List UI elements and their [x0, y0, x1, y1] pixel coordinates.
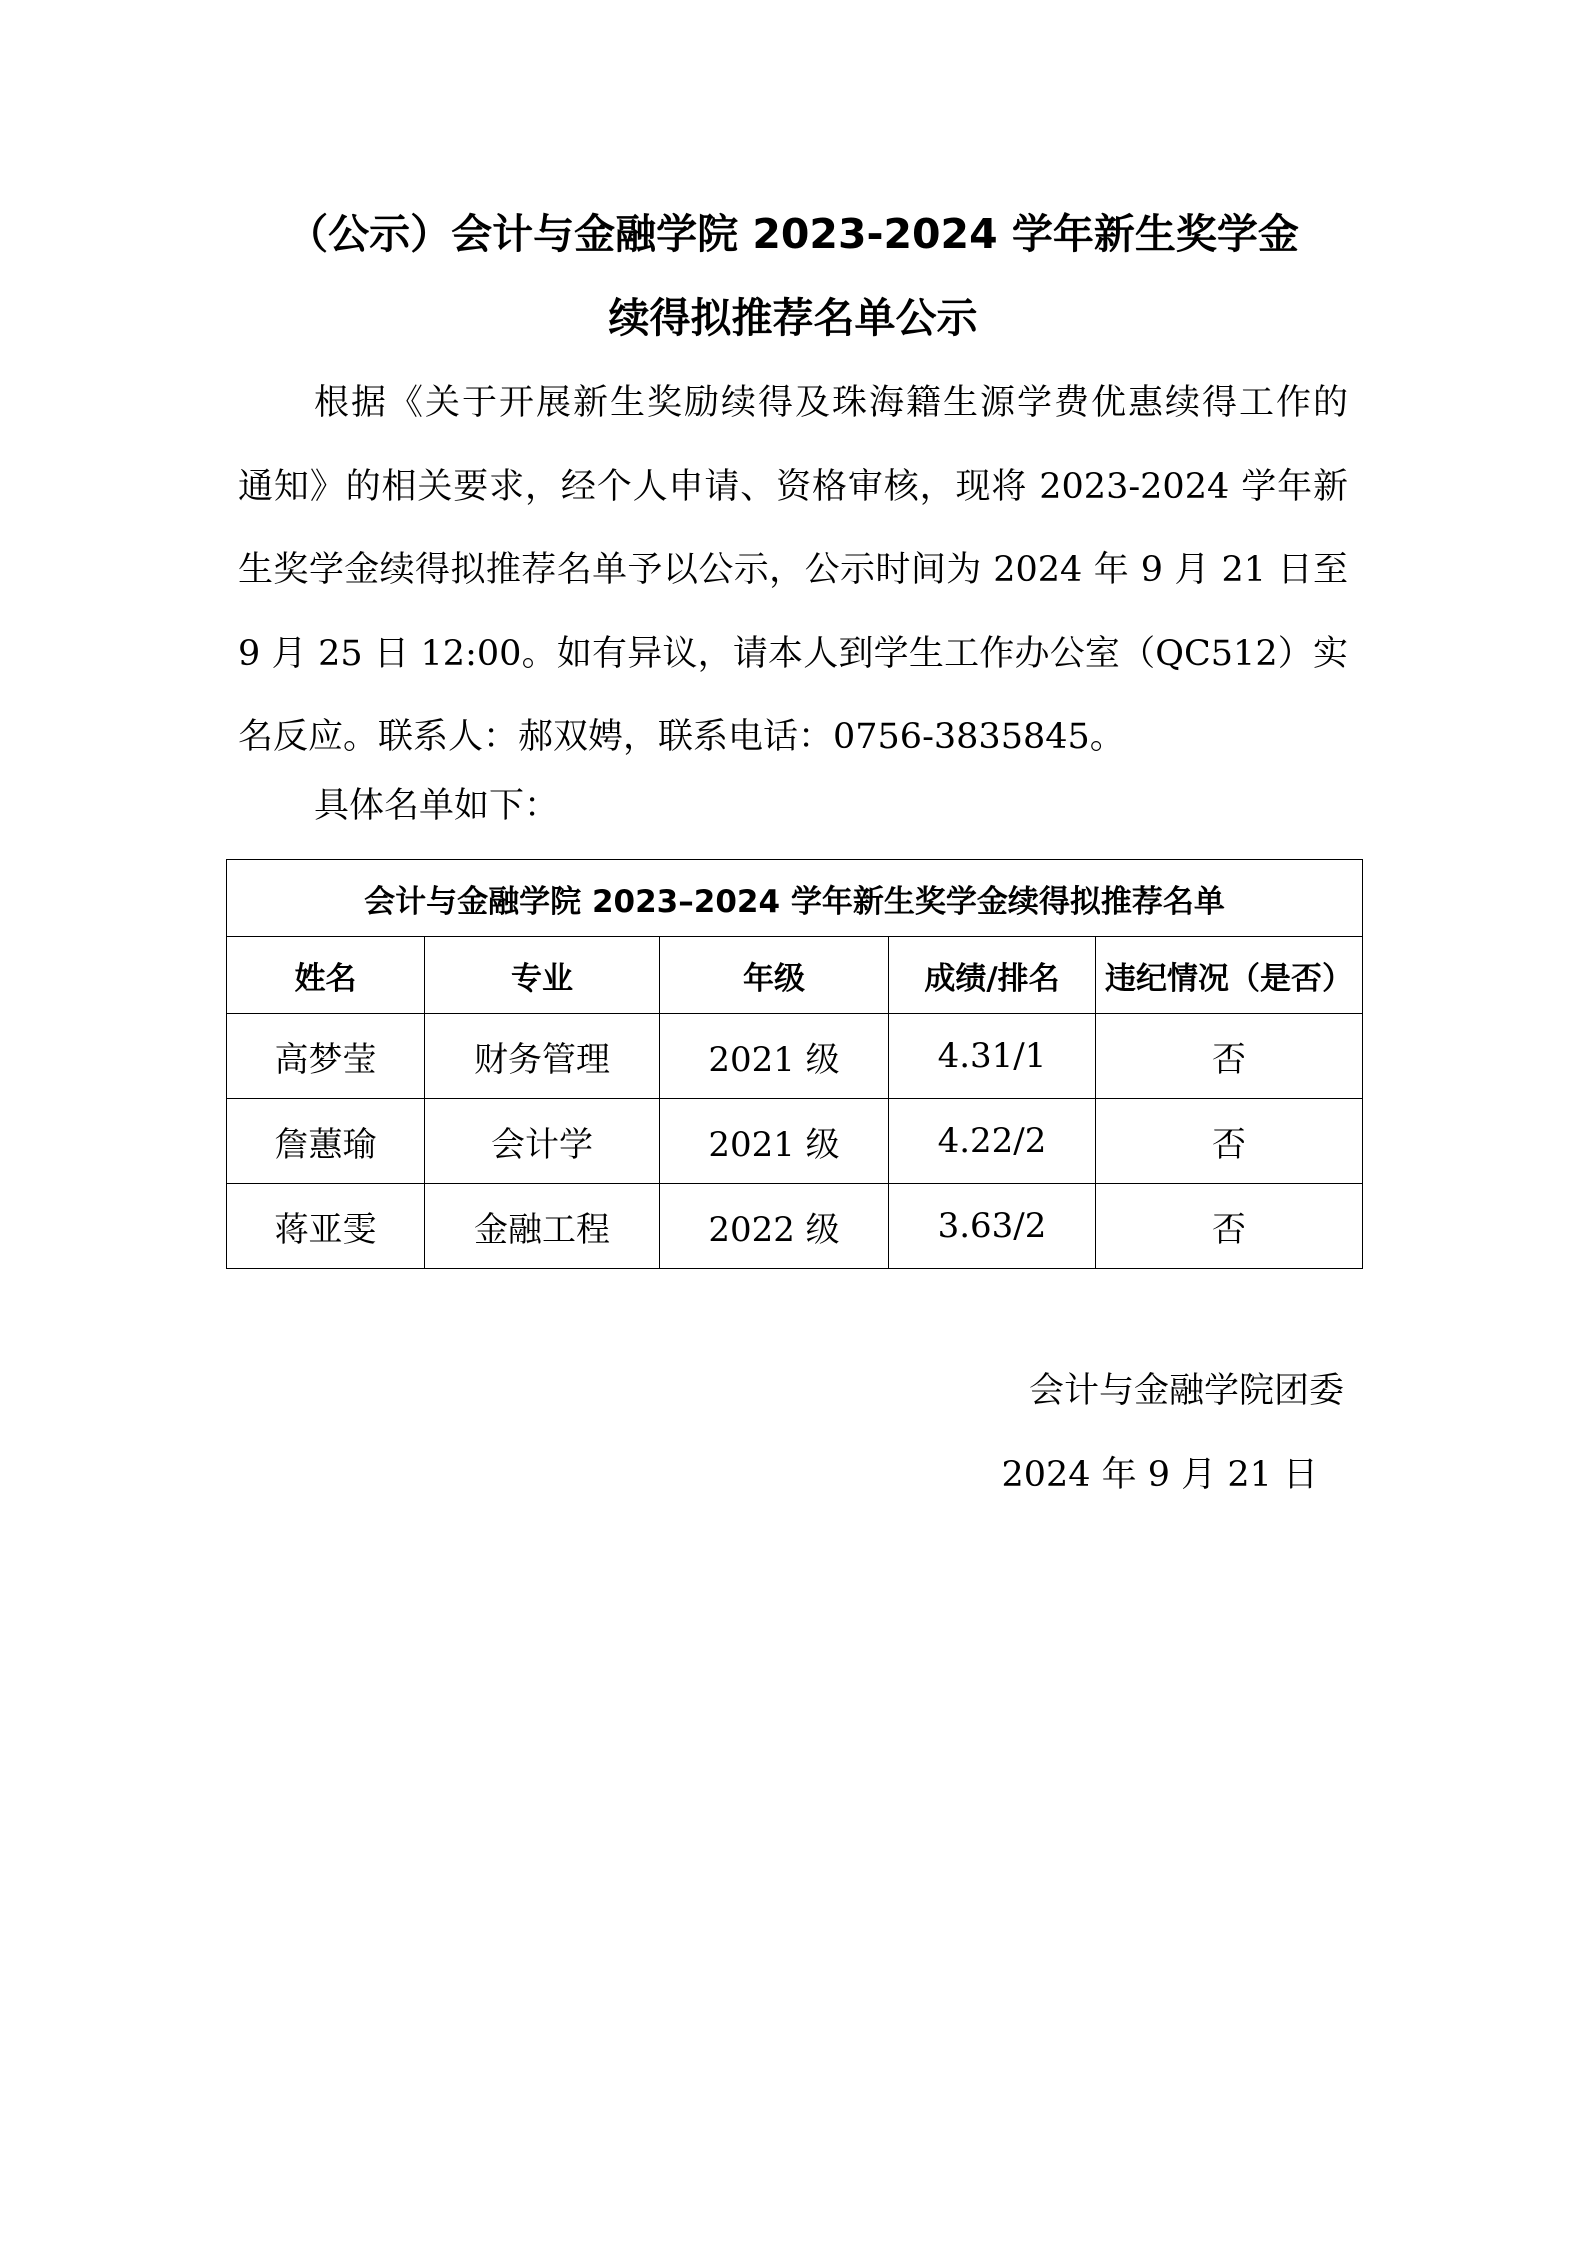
- body-line-5: 名反应。联系人：郝双娉，联系电话：0756-3835845。: [238, 717, 1125, 757]
- notice-body: [238, 362, 1348, 780]
- signature-date: 2024 年 9 月 21 日: [1001, 1455, 1318, 1495]
- list-intro: 具体名单如下：: [314, 786, 560, 826]
- header-name: 姓名: [227, 937, 425, 1014]
- cell-major: 会计学: [425, 1099, 660, 1184]
- table-caption-row: [227, 860, 1363, 937]
- notice-title-line-2: 续得拟推荐名单公示: [608, 294, 978, 342]
- body-line-4: 9 月 25 日 12:00。如有异议，请本人到学生工作办公室（QC512）实: [238, 633, 1348, 674]
- signature-organization: 会计与金融学院团委: [1028, 1371, 1344, 1411]
- recommendation-table: [226, 859, 1363, 1269]
- cell-grade: 2022 级: [660, 1184, 889, 1269]
- table-caption: 会计与金融学院 2023–2024 学年新生奖学金续得拟推荐名单: [227, 860, 1363, 937]
- cell-name: 詹蕙瑜: [227, 1099, 425, 1184]
- cell-major: 金融工程: [425, 1184, 660, 1269]
- header-discipline: 违纪情况（是否）: [1096, 937, 1363, 1014]
- cell-discipline: 否: [1096, 1014, 1363, 1099]
- header-grade: 年级: [660, 937, 889, 1014]
- body-line-1: 根据《关于开展新生奖励续得及珠海籍生源学费优惠续得工作的: [314, 383, 1348, 423]
- table-header-row: [227, 937, 1363, 1014]
- notice-title-line-1: （公示）会计与金融学院 2023-2024 学年新生奖学金: [287, 210, 1299, 258]
- cell-score-rank: 4.31/1: [889, 1014, 1096, 1099]
- table-row: [227, 1014, 1363, 1099]
- header-major: 专业: [425, 937, 660, 1014]
- cell-grade: 2021 级: [660, 1014, 889, 1099]
- table-row: [227, 1099, 1363, 1184]
- header-score-rank: 成绩/排名: [889, 937, 1096, 1014]
- cell-discipline: 否: [1096, 1184, 1363, 1269]
- cell-name: 高梦莹: [227, 1014, 425, 1099]
- cell-grade: 2021 级: [660, 1099, 889, 1184]
- table-row: [227, 1184, 1363, 1269]
- cell-discipline: 否: [1096, 1099, 1363, 1184]
- body-line-3: 生奖学金续得拟推荐名单予以公示，公示时间为 2024 年 9 月 21 日至: [238, 550, 1348, 590]
- cell-name: 蒋亚雯: [227, 1184, 425, 1269]
- cell-score-rank: 4.22/2: [889, 1099, 1096, 1184]
- cell-score-rank: 3.63/2: [889, 1184, 1096, 1269]
- body-line-2: 通知》的相关要求，经个人申请、资格审核，现将 2023-2024 学年新: [238, 466, 1348, 507]
- cell-major: 财务管理: [425, 1014, 660, 1099]
